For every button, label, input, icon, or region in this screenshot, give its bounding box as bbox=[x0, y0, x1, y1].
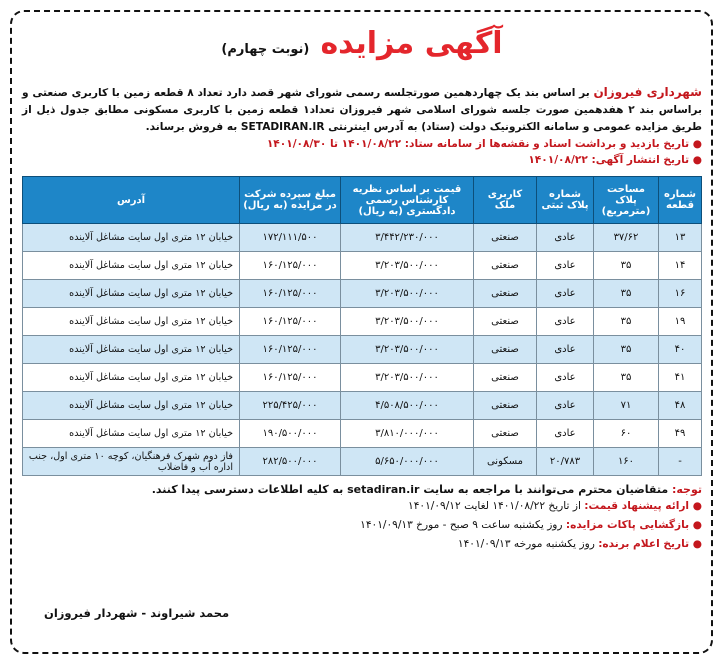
cell-usage: صنعتی bbox=[474, 308, 537, 336]
cell-address: خیابان ۱۲ متری اول سایت مشاغل آلاینده bbox=[23, 336, 240, 364]
cell-address: خیابان ۱۲ متری اول سایت مشاغل آلاینده bbox=[23, 420, 240, 448]
cell-deposit: ۲۸۲/۵۰۰/۰۰۰ bbox=[240, 448, 341, 476]
col-header-price: قیمت بر اساس نظریه کارشناس رسمی دادگستری (به ریال) bbox=[341, 177, 474, 224]
cell-plate-no: عادی bbox=[537, 252, 594, 280]
cell-address: خیابان ۱۲ متری اول سایت مشاغل آلاینده bbox=[23, 308, 240, 336]
note-text: متقاضیان محترم می‌توانند با مراجعه به سایت setadiran.ir به کلیه اطلاعات دسترسی پیدا کنند. bbox=[151, 483, 672, 496]
bullet-dot-icon: ● bbox=[689, 519, 702, 531]
table-row bbox=[23, 364, 702, 392]
ad-subtitle: (نوبت چهارم) bbox=[221, 42, 310, 57]
cell-usage: صنعتی bbox=[474, 392, 537, 420]
cell-deposit: ۱۶۰/۱۲۵/۰۰۰ bbox=[240, 252, 341, 280]
info-text: روز یکشنبه ساعت ۹ صبح - مورخ ۱۴۰۱/۰۹/۱۳ bbox=[360, 519, 566, 531]
ad-content bbox=[22, 20, 702, 553]
cell-parcel-no: ۴۰ bbox=[659, 336, 702, 364]
signature: محمد شیراوند - شهردار فیروزان bbox=[44, 606, 230, 620]
col-header-usage: کاربری ملک bbox=[474, 177, 537, 224]
info-line-winner bbox=[22, 536, 702, 553]
cell-price: ۳/۸۱۰/۰۰۰/۰۰۰ bbox=[341, 420, 474, 448]
cell-plate-no: عادی bbox=[537, 392, 594, 420]
cell-usage: صنعتی bbox=[474, 224, 537, 252]
cell-deposit: ۱۶۰/۱۲۵/۰۰۰ bbox=[240, 336, 341, 364]
cell-plate-no: عادی bbox=[537, 336, 594, 364]
table-row bbox=[23, 392, 702, 420]
cell-usage: صنعتی bbox=[474, 420, 537, 448]
cell-address: خیابان ۱۲ متری اول سایت مشاغل آلاینده bbox=[23, 364, 240, 392]
cell-price: ۳/۲۰۳/۵۰۰/۰۰۰ bbox=[341, 280, 474, 308]
bullet-publish-date bbox=[22, 152, 702, 168]
cell-usage: صنعتی bbox=[474, 364, 537, 392]
cell-parcel-no: ۴۸ bbox=[659, 392, 702, 420]
cell-area: ۳۵ bbox=[594, 280, 659, 308]
cell-deposit: ۱۶۰/۱۲۵/۰۰۰ bbox=[240, 308, 341, 336]
cell-area: ۶۰ bbox=[594, 420, 659, 448]
info-label: تاریخ اعلام برنده: bbox=[598, 538, 690, 550]
bullet-dot-icon: ● bbox=[689, 154, 702, 166]
table-row bbox=[23, 308, 702, 336]
cell-area: ۱۶۰ bbox=[594, 448, 659, 476]
note-label: توجه: bbox=[671, 483, 702, 496]
cell-address: خیابان ۱۲ متری اول سایت مشاغل آلاینده bbox=[23, 252, 240, 280]
note-line bbox=[22, 483, 702, 496]
cell-plate-no: عادی bbox=[537, 280, 594, 308]
cell-plate-no: عادی bbox=[537, 420, 594, 448]
cell-area: ۳۵ bbox=[594, 364, 659, 392]
table-row bbox=[23, 280, 702, 308]
cell-parcel-no: ۱۴ bbox=[659, 252, 702, 280]
cell-price: ۳/۲۰۳/۵۰۰/۰۰۰ bbox=[341, 336, 474, 364]
cell-area: ۳۵ bbox=[594, 252, 659, 280]
table-row bbox=[23, 224, 702, 252]
bullet-visit-date bbox=[22, 136, 702, 152]
cell-price: ۳/۲۰۳/۵۰۰/۰۰۰ bbox=[341, 252, 474, 280]
info-text: روز یکشنبه مورخه ۱۴۰۱/۰۹/۱۳ bbox=[457, 538, 599, 550]
cell-address: فاز دوم شهرک فرهنگیان، کوچه ۱۰ متری اول، جنب اداره آب و فاضلاب bbox=[23, 448, 240, 476]
col-header-deposit: مبلغ سپرده شرکت در مزایده (به ریال) bbox=[240, 177, 341, 224]
table-header-row bbox=[23, 177, 702, 224]
cell-plate-no: عادی bbox=[537, 224, 594, 252]
cell-price: ۳/۲۰۳/۵۰۰/۰۰۰ bbox=[341, 308, 474, 336]
cell-address: خیابان ۱۲ متری اول سایت مشاغل آلاینده bbox=[23, 224, 240, 252]
col-header-plate-no: شماره پلاک ثبتی bbox=[537, 177, 594, 224]
info-label: ارائه پیشنهاد قیمت: bbox=[584, 500, 690, 512]
table-body bbox=[23, 224, 702, 476]
cell-area: ۳۵ bbox=[594, 336, 659, 364]
cell-usage: صنعتی bbox=[474, 280, 537, 308]
cell-usage: صنعتی bbox=[474, 336, 537, 364]
ad-title: آگهی مزایده bbox=[320, 26, 503, 61]
cell-plate-no: عادی bbox=[537, 308, 594, 336]
info-line-proposal bbox=[22, 498, 702, 515]
table-row bbox=[23, 420, 702, 448]
bullet-dot-icon: ● bbox=[689, 138, 702, 150]
bullet-dot-icon: ● bbox=[689, 500, 702, 512]
cell-area: ۳۷/۶۲ bbox=[594, 224, 659, 252]
cell-plate-no: عادی bbox=[537, 364, 594, 392]
bullet-text: تاریخ انتشار آگهی: ۱۴۰۱/۰۸/۲۲ bbox=[528, 154, 690, 166]
info-line-opening bbox=[22, 517, 702, 534]
cell-parcel-no: - bbox=[659, 448, 702, 476]
cell-address: خیابان ۱۲ متری اول سایت مشاغل آلاینده bbox=[23, 280, 240, 308]
cell-deposit: ۱۷۲/۱۱۱/۵۰۰ bbox=[240, 224, 341, 252]
col-header-parcel-no: شماره قطعه bbox=[659, 177, 702, 224]
cell-price: ۴/۵۰۸/۵۰۰/۰۰۰ bbox=[341, 392, 474, 420]
cell-parcel-no: ۴۱ bbox=[659, 364, 702, 392]
cell-area: ۳۵ bbox=[594, 308, 659, 336]
cell-usage: صنعتی bbox=[474, 252, 537, 280]
cell-parcel-no: ۱۶ bbox=[659, 280, 702, 308]
intro-paragraph bbox=[22, 84, 702, 136]
col-header-area: مساحت پلاک (مترمربع) bbox=[594, 177, 659, 224]
cell-plate-no: ۲۰/۷۸۳ bbox=[537, 448, 594, 476]
table-row bbox=[23, 448, 702, 476]
cell-price: ۵/۶۵۰/۰۰۰/۰۰۰ bbox=[341, 448, 474, 476]
col-header-address: آدرس bbox=[23, 177, 240, 224]
cell-parcel-no: ۱۹ bbox=[659, 308, 702, 336]
cell-parcel-no: ۴۹ bbox=[659, 420, 702, 448]
cell-parcel-no: ۱۳ bbox=[659, 224, 702, 252]
cell-deposit: ۱۶۰/۱۲۵/۰۰۰ bbox=[240, 364, 341, 392]
auction-table bbox=[22, 176, 702, 476]
title-row bbox=[22, 26, 702, 76]
bullet-dot-icon: ● bbox=[689, 538, 702, 550]
cell-deposit: ۲۲۵/۴۲۵/۰۰۰ bbox=[240, 392, 341, 420]
cell-area: ۷۱ bbox=[594, 392, 659, 420]
cell-price: ۳/۲۰۳/۵۰۰/۰۰۰ bbox=[341, 364, 474, 392]
cell-address: خیابان ۱۲ متری اول سایت مشاغل آلاینده bbox=[23, 392, 240, 420]
bullet-text: تاریخ بازدید و برداشت اسناد و نقشه‌ها از سامانه ستاد: ۱۴۰۱/۰۸/۲۲ تا ۱۴۰۱/۰۸/۳۰ bbox=[266, 138, 690, 150]
info-text: از تاریخ ۱۴۰۱/۰۸/۲۲ لغایت ۱۴۰۱/۰۹/۱۲ bbox=[408, 500, 585, 512]
cell-deposit: ۱۹۰/۵۰۰/۰۰۰ bbox=[240, 420, 341, 448]
municipality-name: شهرداری فیروزان bbox=[593, 85, 702, 99]
table-row bbox=[23, 336, 702, 364]
table-row bbox=[23, 252, 702, 280]
info-label: بازگشایی پاکات مزایده: bbox=[565, 519, 690, 531]
intro-text: بر اساس بند یک چهاردهمین صورتجلسه رسمی شورای شهر قصد دارد تعداد ۸ قطعه زمین با کاربری صنعتی و براساس بند ۲ هفدهمین صورت جلسه شورای اسلامی شهر فیروزان تعداد۱ قطعه زمین با کاربری مسکونی مطابق جدول ذیل از طریق مزایده عمومی و سامانه الکترونیک دولت (ستاد) به آدرس اینترنتی SETADIRAN.IR به فروش برساند. bbox=[22, 87, 702, 133]
cell-deposit: ۱۶۰/۱۲۵/۰۰۰ bbox=[240, 280, 341, 308]
cell-usage: مسکونی bbox=[474, 448, 537, 476]
cell-price: ۳/۴۴۲/۲۳۰/۰۰۰ bbox=[341, 224, 474, 252]
